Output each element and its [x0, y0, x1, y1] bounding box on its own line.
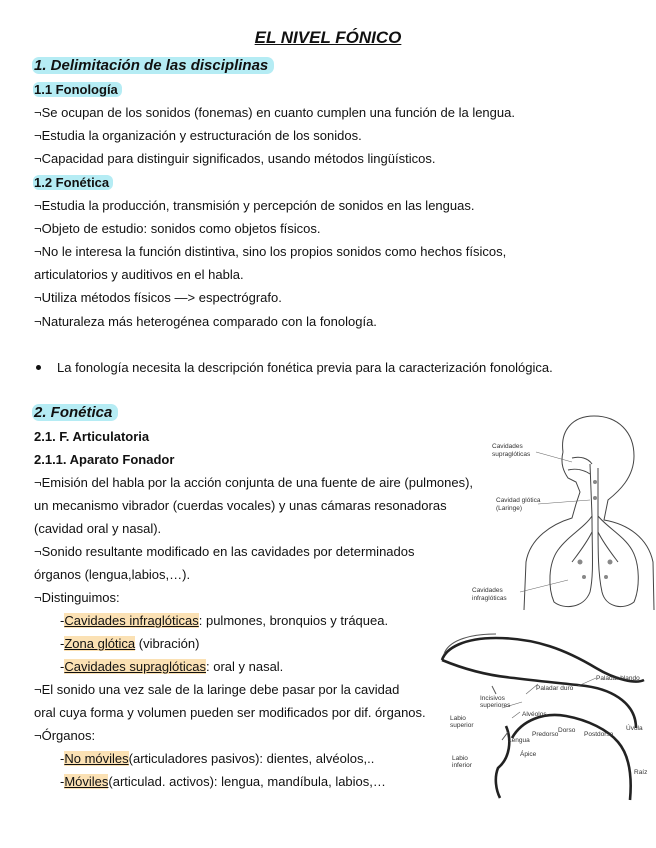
list-item: -Cavidades infraglóticas: pulmones, bronquios y tráquea. — [60, 613, 389, 628]
figure-label: Cavidades — [492, 443, 523, 450]
figure-label: Alvéolos — [522, 711, 547, 718]
section-1-heading: 1. Delimitación de las disciplinas — [34, 57, 274, 74]
figure-label: Paladar duro — [536, 685, 574, 692]
figure-label: Predorso — [532, 731, 559, 738]
list-item: -Móviles(articulad. activos): lengua, mandíbula, labios,… — [60, 774, 386, 789]
figure-label: supraglóticas — [492, 451, 531, 458]
fonetica-heading: 1.2 Fonética — [34, 174, 113, 191]
text-line: ¬Órganos: — [34, 728, 96, 743]
text-line: ¬No le interesa la función distintiva, sino los propios sonidos como hechos físicos, — [34, 244, 507, 259]
figure-label: inferior — [452, 762, 472, 769]
figure-label: (Laringe) — [496, 505, 523, 512]
text-line: ¬Distinguimos: — [34, 590, 120, 605]
vocal-apparatus-diagram — [468, 412, 656, 612]
list-item: -Cavidades supraglóticas: oral y nasal. — [60, 659, 284, 674]
text-line: (cavidad oral y nasal). — [34, 521, 162, 536]
text-line: ¬Emisión del habla por la acción conjunta de una fuente de aire (pulmones), — [34, 475, 474, 490]
list-item: -No móviles(articuladores pasivos): dientes, alvéolos,.. — [60, 751, 375, 766]
figure-label: superiores — [480, 702, 511, 709]
figure-label: Labio — [450, 715, 466, 722]
text-line: ¬Utiliza métodos físicos —> espectrógrafo. — [34, 290, 282, 305]
text-line: ¬Sonido resultante modificado en las cavidades por determinados — [34, 544, 415, 559]
figure-label: Paladar blando — [596, 675, 640, 682]
figure-label: Cavidad glótica — [496, 497, 541, 504]
subsection-heading: 2.1. F. Articulatoria — [34, 429, 150, 444]
text-line: ¬El sonido una vez sale de la laringe debe pasar por la cavidad — [34, 682, 400, 697]
figure-label: Dorso — [558, 727, 576, 734]
text-line: órganos (lengua,labios,…). — [34, 567, 191, 582]
figure-label: Postdorso — [584, 731, 614, 738]
text-line: ¬Naturaleza más heterogénea comparado con la fonología. — [34, 314, 377, 329]
page-title: EL NIVEL FÓNICO — [254, 28, 402, 47]
text-line: ¬Objeto de estudio: sonidos como objetos físicos. — [34, 221, 321, 236]
figure-label: superior — [450, 722, 474, 729]
section-2-heading: 2. Fonética — [34, 404, 118, 421]
figure-label: Ápice — [520, 751, 537, 758]
figure-label: Lengua — [508, 737, 530, 744]
text-line: articulatorios y auditivos en el habla. — [34, 267, 244, 282]
list-item: -Zona glótica (vibración) — [60, 636, 200, 651]
bullet-item: La fonología necesita la descripción fonética previa para la caracterización fonológica. — [34, 359, 553, 376]
bullet-dot — [36, 365, 41, 370]
figure-label: Úvula — [626, 725, 643, 732]
figure-label: Incisivos — [480, 695, 505, 702]
figure-label: infraglóticas — [472, 595, 507, 602]
text-line: ¬Capacidad para distinguir significados, usando métodos lingüísticos. — [34, 151, 436, 166]
figure-label: Cavidades — [472, 587, 503, 594]
figure-label: Labio — [452, 755, 468, 762]
text-line: ¬Estudia la producción, transmisión y percepción de sonidos en las lenguas. — [34, 198, 475, 213]
text-line: ¬Estudia la organización y estructuración de los sonidos. — [34, 128, 362, 143]
subsubsection-heading: 2.1.1. Aparato Fonador — [34, 452, 175, 467]
text-line: ¬Se ocupan de los sonidos (fonemas) en cuanto cumplen una función de la lengua. — [34, 105, 515, 120]
text-line: un mecanismo vibrador (cuerdas vocales) y unas cámaras resonadoras — [34, 498, 447, 513]
fonologia-heading: 1.1 Fonología — [34, 81, 122, 98]
oral-cavity-diagram — [436, 628, 656, 804]
text-line: oral cuya forma y volumen pueden ser modificados por dif. órganos. — [34, 705, 426, 720]
figure-label: Raíz — [634, 769, 648, 776]
